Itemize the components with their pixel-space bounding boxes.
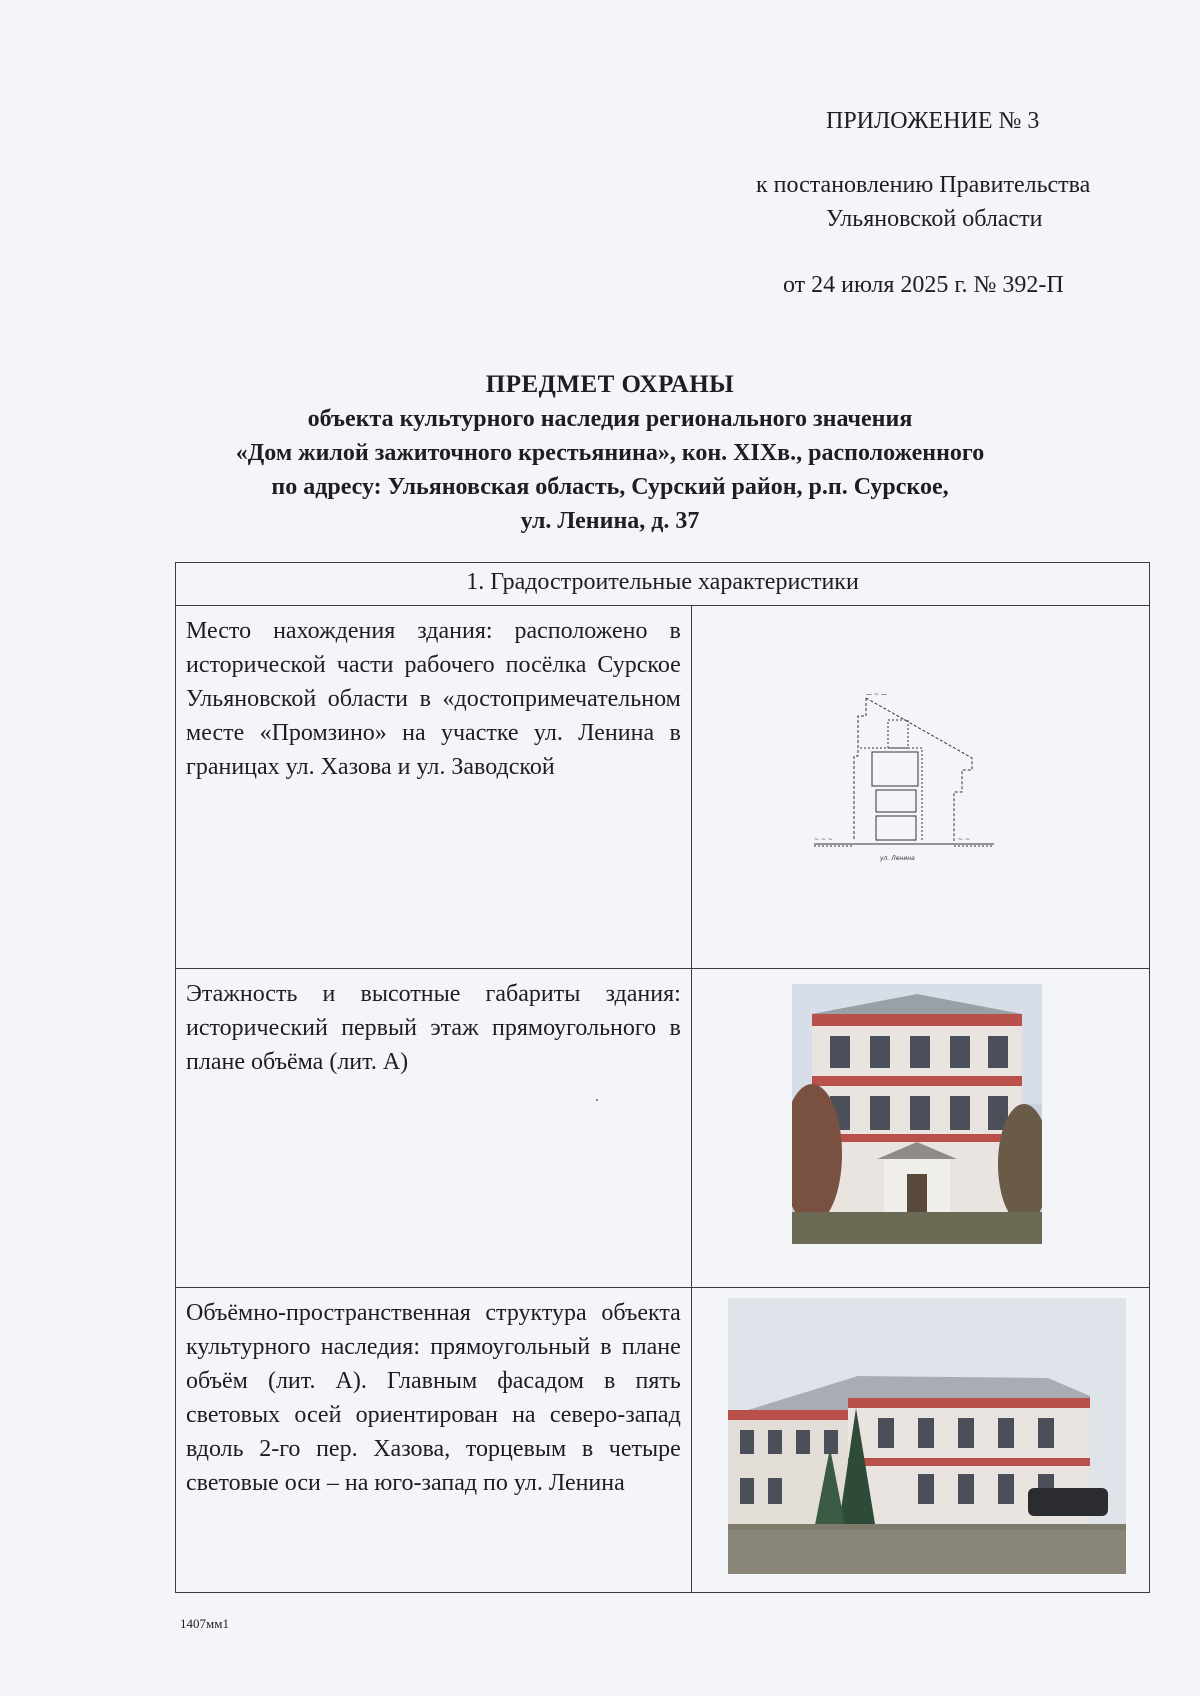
row-description: Место нахождения здания: расположено в исторической части рабочего посёлка Сурское Ульяновской области в «достопримечательном месте «Промзино» на участке ул. Ленина в границах ул. Хазова и ул. Заводской (176, 606, 692, 969)
plan-scribble: — ~ — (865, 691, 887, 698)
appendix-date-line: от 24 июля 2025 г. № 392-П (783, 272, 1064, 298)
footer-code: 1407мм1 (180, 1616, 229, 1631)
title-line-4: ул. Ленина, д. 37 (520, 508, 700, 534)
plan-scribble: ~ ~ (957, 836, 970, 843)
title-main: ПРЕДМЕТ ОХРАНЫ (485, 371, 735, 398)
table-row (176, 969, 1150, 1288)
document-title (140, 368, 1080, 538)
title-line-2: «Дом жилой зажиточного крестьянина», кон. XIXв., расположенного (235, 440, 985, 466)
row-image-cell (691, 1288, 1149, 1593)
table-row (176, 606, 1150, 969)
site-plan-drawing (804, 686, 1004, 866)
plan-scribble: ~ ~ ~ (813, 836, 833, 843)
row-image-cell (691, 606, 1149, 969)
title-line-1: объекта культурного наследия регионального значения (307, 406, 913, 432)
row-image-cell (691, 969, 1149, 1288)
scan-speck (596, 1099, 598, 1101)
plan-street-label: ул. Ленина (879, 855, 915, 862)
section-heading: 1. Градостроительные характеристики (176, 563, 1150, 606)
appendix-decree-line: к постановлению Правительства (756, 172, 1091, 198)
appendix-region-line: Ульяновской области (826, 206, 1043, 232)
appendix-number: ПРИЛОЖЕНИЕ № 3 (826, 108, 1040, 134)
building-photo-facade (792, 984, 1042, 1244)
building-photo-corner (728, 1298, 1126, 1574)
row-description: Объёмно-пространственная структура объекта культурного наследия: прямоугольный в плане объём (лит. А). Главным фасадом в пять световых осей ориентирован на северо-запад вдоль 2-го пер. Хазова, торцевым в четыре световые оси – на юго-запад по ул. Ленина (176, 1288, 692, 1593)
table-row (176, 1288, 1150, 1593)
section-heading-row (176, 563, 1150, 606)
title-line-3: по адресу: Ульяновская область, Сурский район, р.п. Сурское, (271, 474, 949, 500)
row-description: Этажность и высотные габариты здания: исторический первый этаж прямоугольного в плане объёма (лит. А) (176, 969, 692, 1288)
protection-table (175, 562, 1150, 1593)
